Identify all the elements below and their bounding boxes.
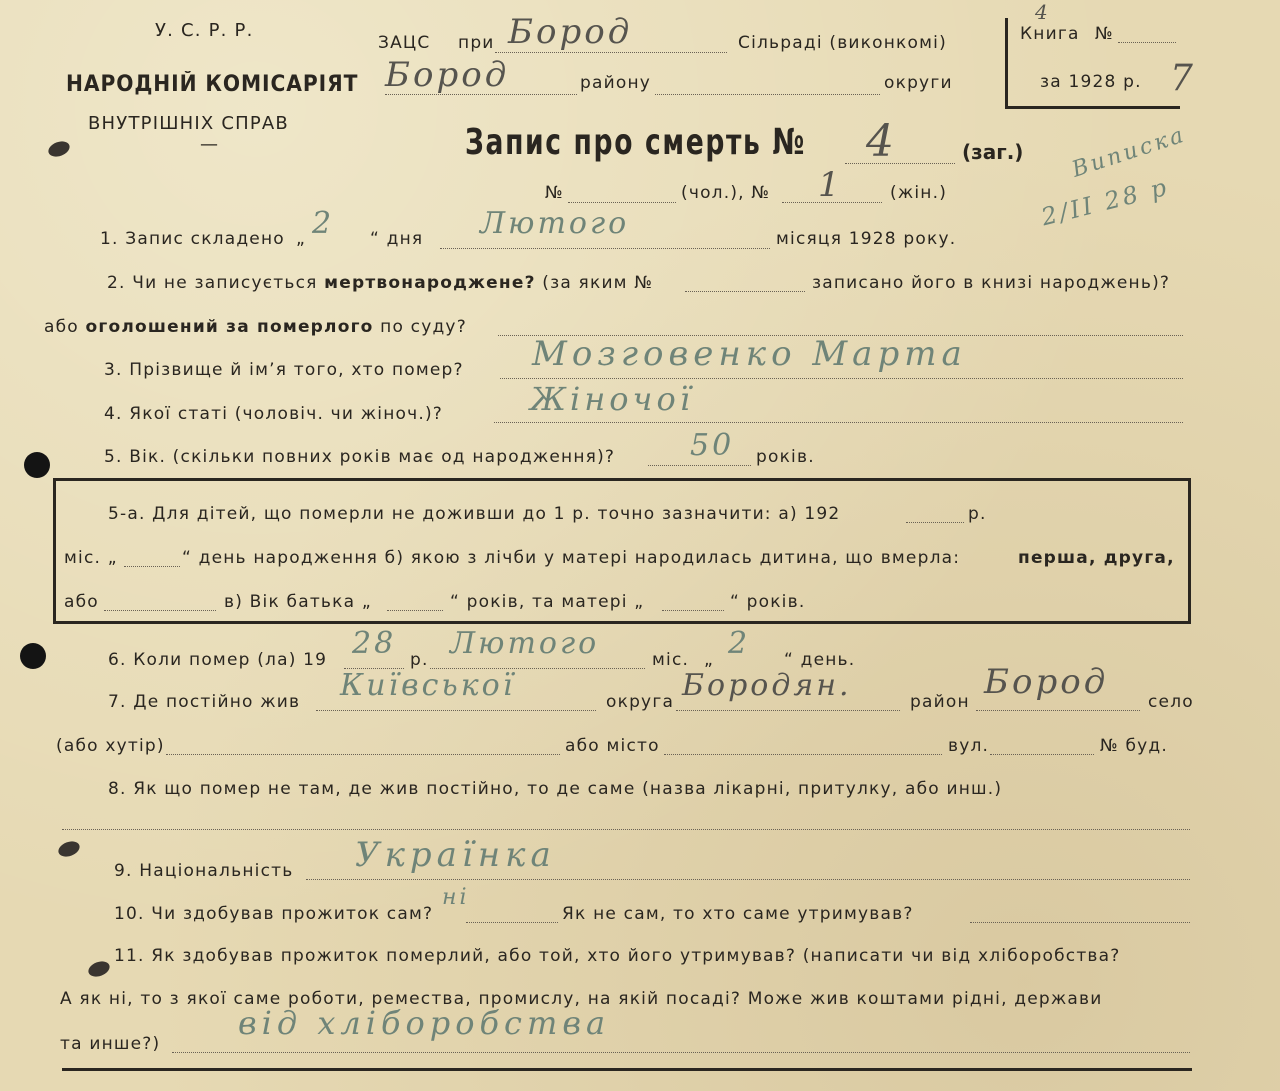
- document-title: Запис про смерть №: [465, 122, 806, 163]
- line2-number-line: [685, 291, 805, 292]
- line11-label: 11. Як здобував прожиток померлий, або той, хто його утримував? (написати чи від хліборобства?: [114, 946, 1121, 966]
- line1-day-handwriting: 2: [312, 206, 335, 241]
- binder-hole: [24, 452, 50, 478]
- line2b-label: [44, 317, 467, 337]
- line6-day-label: “ день.: [784, 650, 856, 670]
- chol-line: [568, 202, 676, 203]
- line6-month-label: міс.: [652, 650, 690, 670]
- line5a-or: або: [64, 592, 99, 612]
- binder-hole: [20, 643, 46, 669]
- line1-day-label: “ дня: [370, 229, 424, 249]
- line7-gub-handwriting: Київської: [340, 668, 516, 703]
- chol-no-label: №: [545, 183, 564, 203]
- line1-label: 1. Запис складено: [100, 229, 285, 249]
- line9-label: 9. Національність: [114, 861, 294, 881]
- raion-handwriting: Бород: [385, 55, 510, 95]
- kniga-no-label: №: [1095, 24, 1114, 44]
- line5a-or-line: [104, 610, 216, 611]
- line10-self-line: [466, 922, 558, 923]
- line1-month-line: [440, 248, 770, 249]
- line7b-bud-label: № буд.: [1100, 736, 1168, 756]
- line7-okr-line: [676, 710, 900, 711]
- line7b-misto-label: або місто: [565, 736, 660, 756]
- silradi-label: Сільраді (виконкомі): [738, 33, 947, 53]
- line6-quote-open: „: [704, 650, 715, 670]
- chol-label: (чол.), №: [681, 183, 771, 203]
- line6-month-handwriting: Лютого: [450, 626, 600, 661]
- line7b-vul-label: вул.: [948, 736, 990, 756]
- line9-nation-handwriting: Українка: [355, 835, 556, 875]
- line5a-row1-r: р.: [968, 504, 987, 524]
- record-number-line: [845, 163, 955, 164]
- margin-note-1: Виписка: [1069, 122, 1190, 183]
- line11-label-2: А як ні, то з якої саме роботи, ремества, промислу, на якій посаді? Може жив коштами рідні, держави: [60, 989, 1103, 1009]
- line7-raion-line: [976, 710, 1140, 711]
- commissariat-header: НАРОДНІЙ КОМІСАРІЯТ: [66, 72, 359, 97]
- line2-which: (за яким №: [542, 273, 654, 293]
- line2b-or: або: [44, 317, 79, 337]
- header-dash: —: [200, 134, 218, 155]
- zhin-handwriting: 1: [818, 165, 843, 205]
- line6-r-label: р.: [410, 650, 429, 670]
- line5-years-label: років.: [756, 447, 815, 467]
- line2b-declared: оголошений за померлого: [85, 317, 374, 337]
- kniga-line: [1118, 42, 1176, 43]
- line7-okr-handwriting: Бородян.: [682, 668, 852, 703]
- line6-label: 6. Коли помер (ла) 19: [108, 650, 328, 670]
- silrada-handwriting: Бород: [508, 12, 633, 52]
- line2-birth-book: записано його в книзі народжень)?: [812, 273, 1171, 293]
- line5-label: 5. Вік. (скільки повних років має од народження)?: [104, 447, 616, 467]
- line5a-first-second: перша, друга,: [1018, 548, 1175, 568]
- line7b-vul-line: [990, 754, 1094, 755]
- line5a-row2: “ день народження б) якою з лічби у матері народилась дитина, що вмерла:: [182, 548, 961, 568]
- line6-year-handwriting: 28: [352, 626, 397, 661]
- ink-blot: [46, 139, 71, 160]
- line5a-mother: “ років, та матері „: [450, 592, 645, 612]
- silrada-line: [495, 52, 727, 53]
- line5a-day-line: [124, 566, 180, 567]
- line10-self-handwriting: ні: [442, 885, 470, 910]
- line2-text: 2. Чи не записується: [107, 273, 318, 293]
- kniga-label: Книга: [1020, 24, 1080, 44]
- raionu-label: району: [580, 73, 652, 93]
- zags-label: ЗАЦС: [378, 33, 431, 53]
- line2b-court: по суду?: [380, 317, 467, 337]
- line5a-father: в) Вік батька „: [224, 592, 372, 612]
- line7b-khutir-label: (або хутір): [56, 736, 165, 756]
- line10-who-label: Як не сам, то хто саме утримував?: [562, 904, 914, 924]
- line4-sex-handwriting: Жіночої: [530, 380, 694, 418]
- record-number-handwriting: 4: [866, 116, 897, 167]
- ink-blot: [86, 959, 111, 980]
- line5a-father-line: [387, 610, 443, 611]
- line7-okruha-label: округа: [606, 692, 675, 712]
- line11-answer-line: [172, 1052, 1190, 1053]
- line1-year-label: місяця 1928 року.: [776, 229, 957, 249]
- ink-blot: [56, 839, 81, 860]
- line3-name-handwriting: Мозговенко Марта: [532, 334, 967, 374]
- line5a-years: “ років.: [730, 592, 806, 612]
- line4-answer-line: [494, 422, 1183, 423]
- okruhy-label: округи: [884, 73, 953, 93]
- line2-label: [107, 273, 653, 293]
- bottom-rule: [62, 1068, 1192, 1071]
- line7-label: 7. Де постійно жив: [108, 692, 301, 712]
- line3-answer-line: [500, 378, 1183, 379]
- line5a-mother-line: [662, 610, 724, 611]
- zhin-label: (жін.): [890, 183, 948, 203]
- line3-label: 3. Прізвище й ім’я того, хто помер?: [104, 360, 464, 380]
- zag-label: (заг.): [962, 140, 1024, 164]
- line1-month-handwriting: Лютого: [480, 206, 630, 241]
- line4-label: 4. Якої статі (чоловіч. чи жіноч.)?: [104, 404, 444, 424]
- line10-who-line: [970, 922, 1190, 923]
- line5-age-line: [648, 465, 751, 466]
- line5a-year-line: [906, 522, 964, 523]
- line7b-khutir-line: [166, 754, 560, 755]
- line11-occupation-handwriting: від хліборобства: [238, 1004, 611, 1042]
- kniga-handwriting: 4: [1035, 0, 1051, 24]
- year-book-handwriting: 7: [1170, 58, 1196, 99]
- line8-label: 8. Як що помер не там, де жив постійно, то де саме (назва лікарні, притулку, або инш.): [108, 779, 1003, 799]
- margin-note-2: 2/II 28 р: [1038, 172, 1172, 232]
- pry-label: при: [458, 33, 495, 53]
- line2-stillborn: мертвонароджене?: [324, 273, 536, 293]
- line10-label: 10. Чи здобував прожиток сам?: [114, 904, 434, 924]
- line1-quote-open: „: [296, 229, 307, 249]
- line5a-month-label: міс. „: [64, 548, 118, 568]
- year-book-label: за 1928 р.: [1040, 72, 1142, 92]
- line7-raion-handwriting: Бород: [984, 662, 1109, 702]
- okruha-line: [655, 94, 880, 95]
- line7b-misto-line: [664, 754, 942, 755]
- ussr-header: У. С. Р. Р.: [155, 20, 254, 41]
- internal-affairs-header: ВНУТРІШНІХ СПРАВ: [88, 113, 289, 134]
- line5-age-handwriting: 50: [690, 428, 735, 463]
- line8-answer-line: [62, 829, 1190, 830]
- line5a-row1: 5-а. Для дітей, що померли не доживши до 1 р. точно зазначити: а) 192: [108, 504, 841, 524]
- line7-raion-label: район: [910, 692, 970, 712]
- line7-selo-label: село: [1148, 692, 1194, 712]
- line11-label-3: та инше?): [60, 1034, 161, 1054]
- line9-answer-line: [306, 879, 1190, 880]
- line6-day-handwriting: 2: [728, 626, 751, 661]
- line7-gub-line: [316, 710, 596, 711]
